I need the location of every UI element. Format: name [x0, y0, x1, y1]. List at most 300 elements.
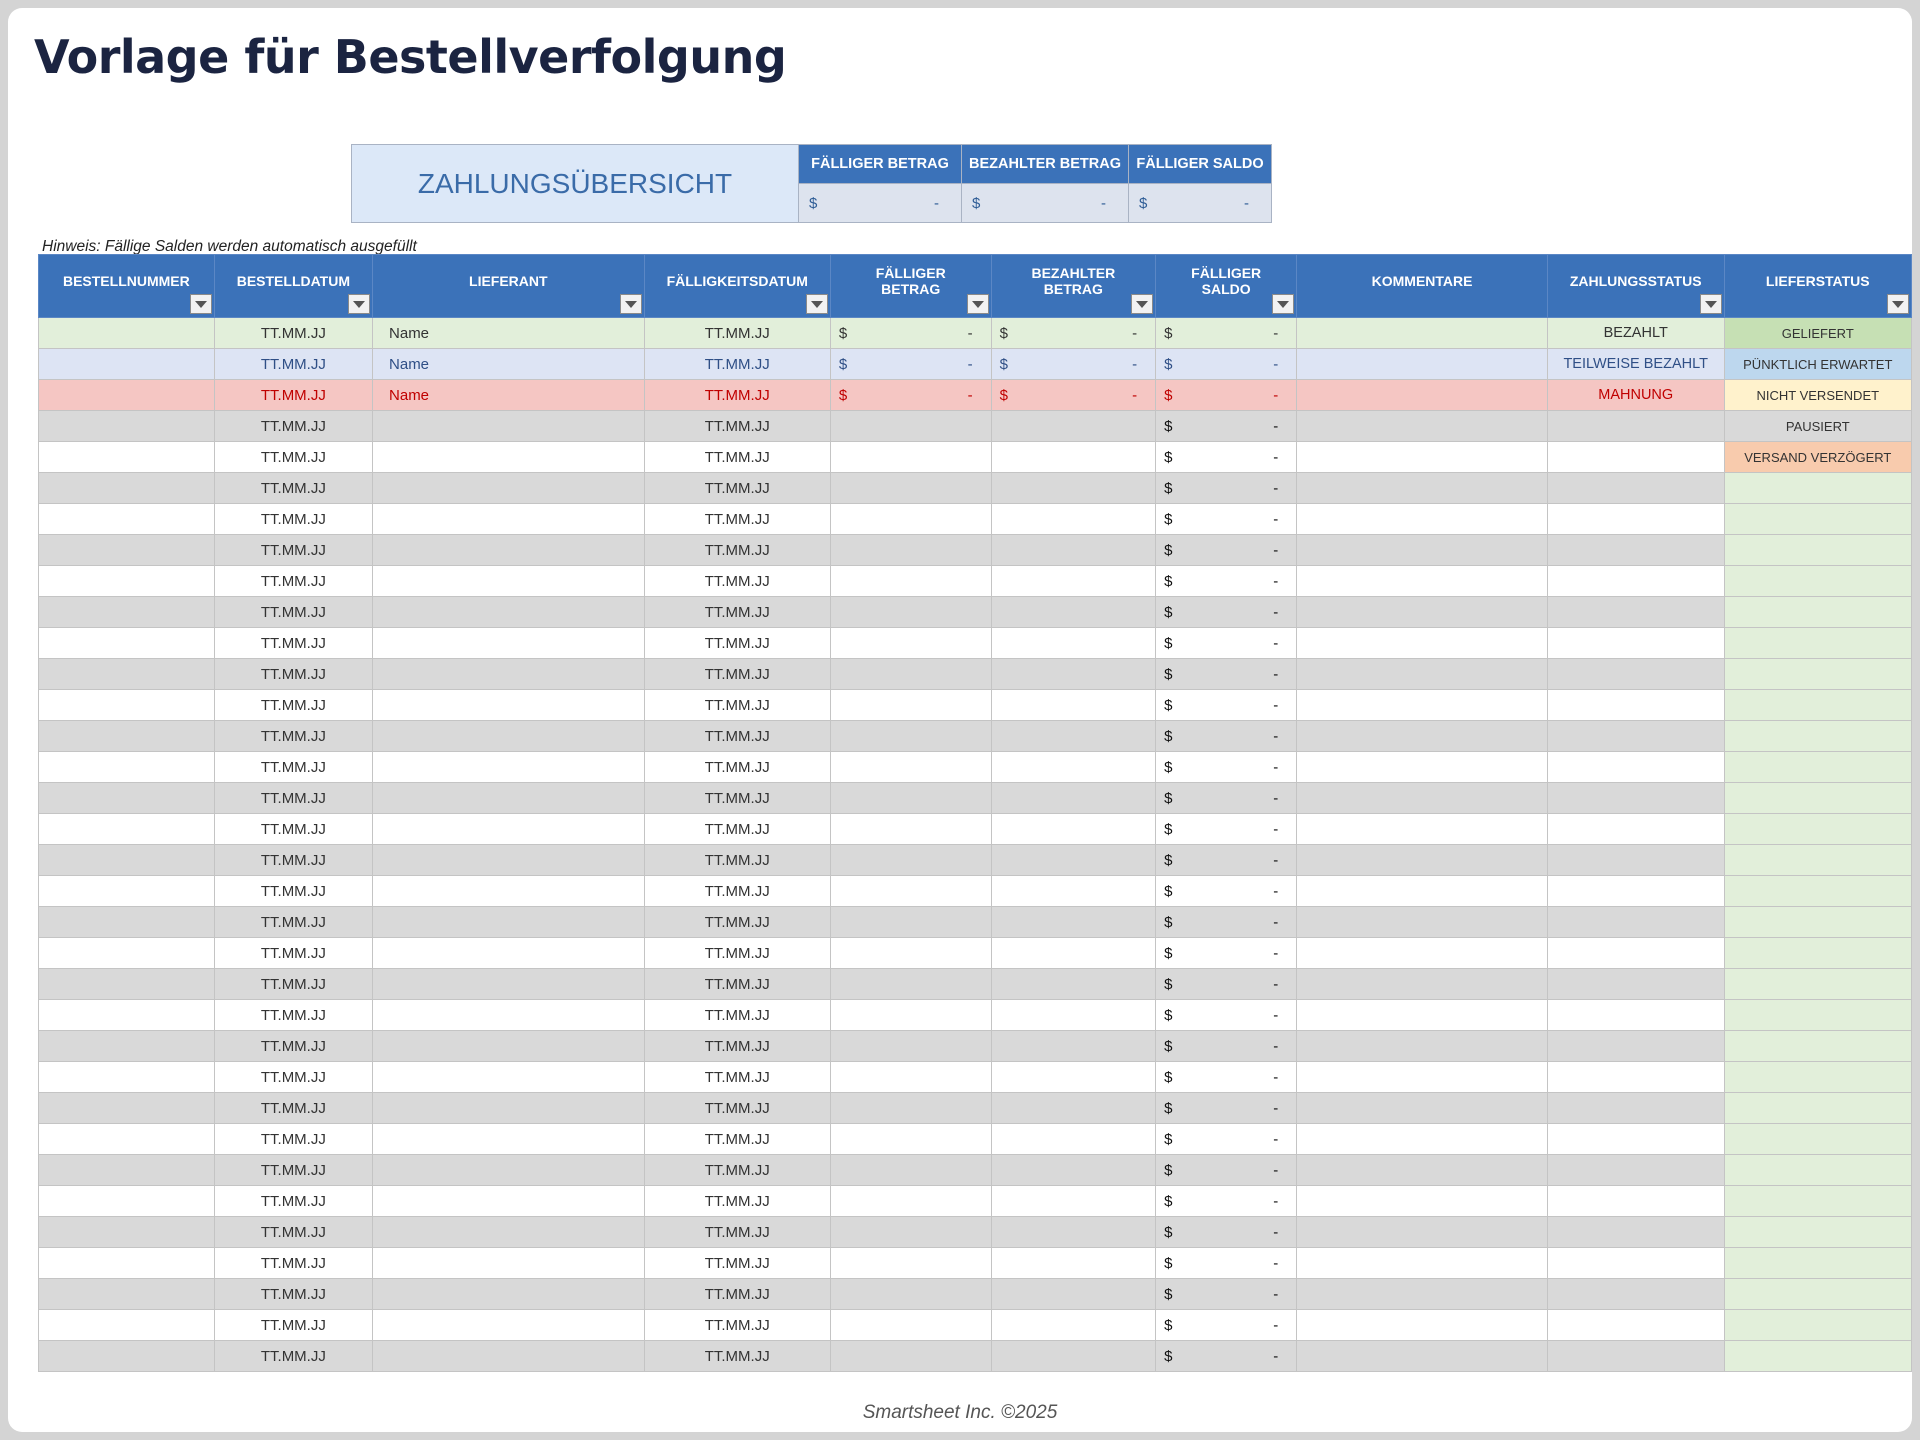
supplier-cell[interactable] — [373, 411, 645, 442]
comments-cell[interactable] — [1297, 1031, 1548, 1062]
comments-cell[interactable] — [1297, 442, 1548, 473]
supplier-cell[interactable] — [373, 1186, 645, 1217]
paid-amount-cell[interactable] — [991, 721, 1155, 752]
order-number-cell[interactable] — [39, 1279, 215, 1310]
order-number-cell[interactable] — [39, 442, 215, 473]
due-date-cell[interactable]: TT.MM.JJ — [644, 1341, 830, 1372]
payment-status-cell[interactable] — [1547, 1341, 1724, 1372]
due-date-cell[interactable]: TT.MM.JJ — [644, 442, 830, 473]
paid-amount-cell[interactable] — [991, 783, 1155, 814]
due-amount-cell[interactable] — [830, 690, 991, 721]
due-date-cell[interactable]: TT.MM.JJ — [644, 1186, 830, 1217]
balance-cell[interactable]: $ - — [1156, 783, 1297, 814]
paid-amount-cell[interactable] — [991, 969, 1155, 1000]
due-date-cell[interactable]: TT.MM.JJ — [644, 504, 830, 535]
payment-status-cell[interactable] — [1547, 814, 1724, 845]
comments-cell[interactable] — [1297, 318, 1548, 349]
supplier-cell[interactable] — [373, 1341, 645, 1372]
payment-status-cell[interactable] — [1547, 876, 1724, 907]
paid-amount-cell[interactable] — [991, 535, 1155, 566]
paid-amount-cell[interactable] — [991, 1310, 1155, 1341]
due-date-cell[interactable]: TT.MM.JJ — [644, 814, 830, 845]
due-amount-cell[interactable] — [830, 1093, 991, 1124]
order-date-cell[interactable]: TT.MM.JJ — [214, 1031, 372, 1062]
comments-cell[interactable] — [1297, 473, 1548, 504]
due-amount-cell[interactable] — [830, 907, 991, 938]
due-date-cell[interactable]: TT.MM.JJ — [644, 721, 830, 752]
due-date-cell[interactable]: TT.MM.JJ — [644, 969, 830, 1000]
balance-cell[interactable]: $ - — [1156, 504, 1297, 535]
payment-status-cell[interactable] — [1547, 845, 1724, 876]
balance-cell[interactable]: $ - — [1156, 473, 1297, 504]
delivery-status-cell[interactable] — [1724, 1031, 1911, 1062]
payment-status-cell[interactable] — [1547, 535, 1724, 566]
due-date-cell[interactable]: TT.MM.JJ — [644, 411, 830, 442]
supplier-cell[interactable] — [373, 1310, 645, 1341]
order-number-cell[interactable] — [39, 473, 215, 504]
comments-cell[interactable] — [1297, 628, 1548, 659]
supplier-cell[interactable] — [373, 876, 645, 907]
order-date-cell[interactable]: TT.MM.JJ — [214, 504, 372, 535]
balance-cell[interactable]: $ - — [1156, 1248, 1297, 1279]
balance-cell[interactable]: $ - — [1156, 597, 1297, 628]
payment-status-cell[interactable] — [1547, 1124, 1724, 1155]
due-amount-cell[interactable] — [830, 442, 991, 473]
comments-cell[interactable] — [1297, 1155, 1548, 1186]
order-date-cell[interactable]: TT.MM.JJ — [214, 1248, 372, 1279]
delivery-status-cell[interactable] — [1724, 659, 1911, 690]
order-date-cell[interactable]: TT.MM.JJ — [214, 659, 372, 690]
due-date-cell[interactable]: TT.MM.JJ — [644, 1155, 830, 1186]
order-number-cell[interactable] — [39, 504, 215, 535]
comments-cell[interactable] — [1297, 504, 1548, 535]
balance-cell[interactable]: $ - — [1156, 1155, 1297, 1186]
payment-status-cell[interactable] — [1547, 1310, 1724, 1341]
order-date-cell[interactable]: TT.MM.JJ — [214, 1341, 372, 1372]
delivery-status-cell[interactable] — [1724, 566, 1911, 597]
payment-status-cell[interactable] — [1547, 783, 1724, 814]
due-date-cell[interactable]: TT.MM.JJ — [644, 783, 830, 814]
order-number-cell[interactable] — [39, 1031, 215, 1062]
delivery-status-cell[interactable] — [1724, 1124, 1911, 1155]
balance-cell[interactable]: $ - — [1156, 690, 1297, 721]
due-amount-cell[interactable] — [830, 659, 991, 690]
delivery-status-cell[interactable] — [1724, 535, 1911, 566]
filter-dropdown-icon[interactable] — [1272, 294, 1294, 314]
paid-amount-cell[interactable] — [991, 1186, 1155, 1217]
supplier-cell[interactable]: Name — [373, 349, 645, 380]
order-date-cell[interactable]: TT.MM.JJ — [214, 349, 372, 380]
payment-status-cell[interactable] — [1547, 1279, 1724, 1310]
delivery-status-cell[interactable] — [1724, 752, 1911, 783]
delivery-status-cell[interactable] — [1724, 473, 1911, 504]
due-amount-cell[interactable] — [830, 721, 991, 752]
due-date-cell[interactable]: TT.MM.JJ — [644, 380, 830, 411]
due-date-cell[interactable]: TT.MM.JJ — [644, 1093, 830, 1124]
order-number-cell[interactable] — [39, 597, 215, 628]
paid-amount-cell[interactable] — [991, 411, 1155, 442]
comments-cell[interactable] — [1297, 814, 1548, 845]
balance-cell[interactable]: $ - — [1156, 1186, 1297, 1217]
paid-amount-cell[interactable] — [991, 814, 1155, 845]
order-number-cell[interactable] — [39, 380, 215, 411]
due-amount-cell[interactable]: $ - — [830, 380, 991, 411]
paid-amount-cell[interactable] — [991, 690, 1155, 721]
due-amount-cell[interactable] — [830, 535, 991, 566]
supplier-cell[interactable] — [373, 597, 645, 628]
supplier-cell[interactable] — [373, 907, 645, 938]
order-date-cell[interactable]: TT.MM.JJ — [214, 845, 372, 876]
balance-cell[interactable]: $ - — [1156, 628, 1297, 659]
delivery-status-cell[interactable] — [1724, 597, 1911, 628]
payment-status-cell[interactable] — [1547, 1217, 1724, 1248]
supplier-cell[interactable] — [373, 783, 645, 814]
payment-status-cell[interactable] — [1547, 628, 1724, 659]
due-date-cell[interactable]: TT.MM.JJ — [644, 659, 830, 690]
comments-cell[interactable] — [1297, 1310, 1548, 1341]
order-date-cell[interactable]: TT.MM.JJ — [214, 535, 372, 566]
paid-amount-cell[interactable] — [991, 659, 1155, 690]
comments-cell[interactable] — [1297, 938, 1548, 969]
balance-cell[interactable]: $ - — [1156, 938, 1297, 969]
supplier-cell[interactable] — [373, 628, 645, 659]
balance-cell[interactable]: $ - — [1156, 535, 1297, 566]
delivery-status-cell[interactable] — [1724, 1155, 1911, 1186]
balance-cell[interactable]: $ - — [1156, 442, 1297, 473]
order-number-cell[interactable] — [39, 907, 215, 938]
due-date-cell[interactable]: TT.MM.JJ — [644, 1217, 830, 1248]
supplier-cell[interactable]: Name — [373, 318, 645, 349]
order-number-cell[interactable] — [39, 535, 215, 566]
due-date-cell[interactable]: TT.MM.JJ — [644, 535, 830, 566]
delivery-status-cell[interactable]: VERSAND VERZÖGERT — [1724, 442, 1911, 473]
due-date-cell[interactable]: TT.MM.JJ — [644, 1124, 830, 1155]
order-number-cell[interactable] — [39, 1000, 215, 1031]
delivery-status-cell[interactable] — [1724, 1310, 1911, 1341]
comments-cell[interactable] — [1297, 566, 1548, 597]
order-date-cell[interactable]: TT.MM.JJ — [214, 597, 372, 628]
order-number-cell[interactable] — [39, 411, 215, 442]
comments-cell[interactable] — [1297, 1248, 1548, 1279]
balance-cell[interactable]: $ - — [1156, 907, 1297, 938]
order-date-cell[interactable]: TT.MM.JJ — [214, 783, 372, 814]
due-amount-cell[interactable] — [830, 969, 991, 1000]
supplier-cell[interactable] — [373, 1155, 645, 1186]
comments-cell[interactable] — [1297, 845, 1548, 876]
order-date-cell[interactable]: TT.MM.JJ — [214, 814, 372, 845]
order-date-cell[interactable]: TT.MM.JJ — [214, 1124, 372, 1155]
paid-amount-cell[interactable] — [991, 1093, 1155, 1124]
delivery-status-cell[interactable]: NICHT VERSENDET — [1724, 380, 1911, 411]
delivery-status-cell[interactable] — [1724, 1000, 1911, 1031]
supplier-cell[interactable] — [373, 1124, 645, 1155]
delivery-status-cell[interactable]: GELIEFERT — [1724, 318, 1911, 349]
paid-amount-cell[interactable] — [991, 1248, 1155, 1279]
paid-amount-cell[interactable] — [991, 504, 1155, 535]
balance-cell[interactable]: $ - — [1156, 1093, 1297, 1124]
payment-status-cell[interactable] — [1547, 752, 1724, 783]
order-date-cell[interactable]: TT.MM.JJ — [214, 1155, 372, 1186]
due-date-cell[interactable]: TT.MM.JJ — [644, 1279, 830, 1310]
payment-status-cell[interactable] — [1547, 566, 1724, 597]
paid-amount-cell[interactable] — [991, 1341, 1155, 1372]
payment-status-cell[interactable] — [1547, 1155, 1724, 1186]
balance-cell[interactable]: $ - — [1156, 752, 1297, 783]
supplier-cell[interactable] — [373, 814, 645, 845]
payment-status-cell[interactable] — [1547, 1248, 1724, 1279]
comments-cell[interactable] — [1297, 535, 1548, 566]
order-date-cell[interactable]: TT.MM.JJ — [214, 876, 372, 907]
supplier-cell[interactable] — [373, 535, 645, 566]
order-number-cell[interactable] — [39, 1124, 215, 1155]
comments-cell[interactable] — [1297, 1062, 1548, 1093]
paid-amount-cell[interactable]: $ - — [991, 380, 1155, 411]
order-date-cell[interactable]: TT.MM.JJ — [214, 752, 372, 783]
balance-cell[interactable]: $ - — [1156, 876, 1297, 907]
due-date-cell[interactable]: TT.MM.JJ — [644, 752, 830, 783]
delivery-status-cell[interactable] — [1724, 1093, 1911, 1124]
due-amount-cell[interactable]: $ - — [830, 349, 991, 380]
order-number-cell[interactable] — [39, 349, 215, 380]
paid-amount-cell[interactable] — [991, 845, 1155, 876]
summary-due-balance[interactable]: $ - — [1129, 184, 1272, 223]
payment-status-cell[interactable] — [1547, 969, 1724, 1000]
delivery-status-cell[interactable] — [1724, 938, 1911, 969]
due-amount-cell[interactable] — [830, 752, 991, 783]
balance-cell[interactable]: $ - — [1156, 1341, 1297, 1372]
filter-dropdown-icon[interactable] — [620, 294, 642, 314]
order-date-cell[interactable]: TT.MM.JJ — [214, 969, 372, 1000]
due-amount-cell[interactable] — [830, 1186, 991, 1217]
due-amount-cell[interactable] — [830, 1310, 991, 1341]
supplier-cell[interactable] — [373, 566, 645, 597]
delivery-status-cell[interactable] — [1724, 1186, 1911, 1217]
supplier-cell[interactable] — [373, 473, 645, 504]
due-amount-cell[interactable] — [830, 814, 991, 845]
comments-cell[interactable] — [1297, 659, 1548, 690]
payment-status-cell[interactable] — [1547, 938, 1724, 969]
balance-cell[interactable]: $ - — [1156, 1000, 1297, 1031]
payment-status-cell[interactable] — [1547, 907, 1724, 938]
paid-amount-cell[interactable] — [991, 566, 1155, 597]
due-date-cell[interactable]: TT.MM.JJ — [644, 1031, 830, 1062]
balance-cell[interactable]: $ - — [1156, 721, 1297, 752]
comments-cell[interactable] — [1297, 1217, 1548, 1248]
comments-cell[interactable] — [1297, 349, 1548, 380]
paid-amount-cell[interactable] — [991, 1000, 1155, 1031]
payment-status-cell[interactable] — [1547, 504, 1724, 535]
payment-status-cell[interactable] — [1547, 442, 1724, 473]
comments-cell[interactable] — [1297, 1186, 1548, 1217]
delivery-status-cell[interactable] — [1724, 876, 1911, 907]
order-number-cell[interactable] — [39, 1186, 215, 1217]
due-date-cell[interactable]: TT.MM.JJ — [644, 473, 830, 504]
filter-dropdown-icon[interactable] — [1131, 294, 1153, 314]
paid-amount-cell[interactable] — [991, 876, 1155, 907]
delivery-status-cell[interactable]: PÜNKTLICH ERWARTET — [1724, 349, 1911, 380]
supplier-cell[interactable] — [373, 938, 645, 969]
due-amount-cell[interactable] — [830, 411, 991, 442]
due-amount-cell[interactable] — [830, 504, 991, 535]
due-date-cell[interactable]: TT.MM.JJ — [644, 1310, 830, 1341]
paid-amount-cell[interactable]: $ - — [991, 349, 1155, 380]
due-amount-cell[interactable] — [830, 1124, 991, 1155]
order-date-cell[interactable]: TT.MM.JJ — [214, 1279, 372, 1310]
comments-cell[interactable] — [1297, 969, 1548, 1000]
filter-dropdown-icon[interactable] — [348, 294, 370, 314]
paid-amount-cell[interactable] — [991, 1279, 1155, 1310]
balance-cell[interactable]: $ - — [1156, 1279, 1297, 1310]
delivery-status-cell[interactable] — [1724, 1248, 1911, 1279]
payment-status-cell[interactable] — [1547, 1000, 1724, 1031]
supplier-cell[interactable] — [373, 845, 645, 876]
due-amount-cell[interactable] — [830, 566, 991, 597]
paid-amount-cell[interactable] — [991, 1124, 1155, 1155]
order-number-cell[interactable] — [39, 845, 215, 876]
filter-dropdown-icon[interactable] — [1887, 294, 1909, 314]
delivery-status-cell[interactable] — [1724, 504, 1911, 535]
payment-status-cell[interactable] — [1547, 1031, 1724, 1062]
comments-cell[interactable] — [1297, 1279, 1548, 1310]
order-date-cell[interactable]: TT.MM.JJ — [214, 1310, 372, 1341]
order-date-cell[interactable]: TT.MM.JJ — [214, 1000, 372, 1031]
comments-cell[interactable] — [1297, 752, 1548, 783]
supplier-cell[interactable] — [373, 752, 645, 783]
order-number-cell[interactable] — [39, 1062, 215, 1093]
due-amount-cell[interactable] — [830, 1000, 991, 1031]
due-amount-cell[interactable] — [830, 1217, 991, 1248]
order-number-cell[interactable] — [39, 1248, 215, 1279]
balance-cell[interactable]: $ - — [1156, 845, 1297, 876]
payment-status-cell[interactable] — [1547, 659, 1724, 690]
order-number-cell[interactable] — [39, 752, 215, 783]
delivery-status-cell[interactable] — [1724, 1062, 1911, 1093]
summary-paid-amount[interactable]: $ - — [962, 184, 1129, 223]
paid-amount-cell[interactable] — [991, 442, 1155, 473]
supplier-cell[interactable] — [373, 1031, 645, 1062]
order-number-cell[interactable] — [39, 628, 215, 659]
balance-cell[interactable]: $ - — [1156, 1031, 1297, 1062]
due-amount-cell[interactable] — [830, 1062, 991, 1093]
due-amount-cell[interactable] — [830, 1248, 991, 1279]
delivery-status-cell[interactable] — [1724, 1279, 1911, 1310]
supplier-cell[interactable] — [373, 1062, 645, 1093]
comments-cell[interactable] — [1297, 876, 1548, 907]
order-date-cell[interactable]: TT.MM.JJ — [214, 1217, 372, 1248]
order-date-cell[interactable]: TT.MM.JJ — [214, 628, 372, 659]
order-date-cell[interactable]: TT.MM.JJ — [214, 938, 372, 969]
order-number-cell[interactable] — [39, 783, 215, 814]
order-date-cell[interactable]: TT.MM.JJ — [214, 318, 372, 349]
due-amount-cell[interactable] — [830, 473, 991, 504]
delivery-status-cell[interactable] — [1724, 628, 1911, 659]
due-date-cell[interactable]: TT.MM.JJ — [644, 318, 830, 349]
delivery-status-cell[interactable] — [1724, 814, 1911, 845]
supplier-cell[interactable] — [373, 659, 645, 690]
delivery-status-cell[interactable] — [1724, 1341, 1911, 1372]
order-date-cell[interactable]: TT.MM.JJ — [214, 1186, 372, 1217]
balance-cell[interactable]: $ - — [1156, 1124, 1297, 1155]
delivery-status-cell[interactable] — [1724, 783, 1911, 814]
order-number-cell[interactable] — [39, 1217, 215, 1248]
paid-amount-cell[interactable] — [991, 907, 1155, 938]
order-number-cell[interactable] — [39, 1341, 215, 1372]
payment-status-cell[interactable] — [1547, 411, 1724, 442]
comments-cell[interactable] — [1297, 690, 1548, 721]
due-amount-cell[interactable] — [830, 845, 991, 876]
comments-cell[interactable] — [1297, 1093, 1548, 1124]
comments-cell[interactable] — [1297, 1000, 1548, 1031]
supplier-cell[interactable] — [373, 442, 645, 473]
payment-status-cell[interactable] — [1547, 721, 1724, 752]
filter-dropdown-icon[interactable] — [806, 294, 828, 314]
due-date-cell[interactable]: TT.MM.JJ — [644, 690, 830, 721]
order-number-cell[interactable] — [39, 721, 215, 752]
due-amount-cell[interactable]: $ - — [830, 318, 991, 349]
delivery-status-cell[interactable] — [1724, 690, 1911, 721]
delivery-status-cell[interactable] — [1724, 969, 1911, 1000]
comments-cell[interactable] — [1297, 1341, 1548, 1372]
supplier-cell[interactable] — [373, 1248, 645, 1279]
due-date-cell[interactable]: TT.MM.JJ — [644, 907, 830, 938]
order-number-cell[interactable] — [39, 969, 215, 1000]
balance-cell[interactable]: $ - — [1156, 969, 1297, 1000]
order-date-cell[interactable]: TT.MM.JJ — [214, 566, 372, 597]
paid-amount-cell[interactable] — [991, 752, 1155, 783]
due-amount-cell[interactable] — [830, 1031, 991, 1062]
due-date-cell[interactable]: TT.MM.JJ — [644, 938, 830, 969]
paid-amount-cell[interactable] — [991, 473, 1155, 504]
payment-status-cell[interactable]: BEZAHLT — [1547, 318, 1724, 349]
delivery-status-cell[interactable] — [1724, 1217, 1911, 1248]
summary-due-amount[interactable]: $ - — [799, 184, 962, 223]
supplier-cell[interactable]: Name — [373, 380, 645, 411]
order-date-cell[interactable]: TT.MM.JJ — [214, 473, 372, 504]
supplier-cell[interactable] — [373, 969, 645, 1000]
order-date-cell[interactable]: TT.MM.JJ — [214, 1093, 372, 1124]
order-number-cell[interactable] — [39, 659, 215, 690]
comments-cell[interactable] — [1297, 597, 1548, 628]
filter-dropdown-icon[interactable] — [1700, 294, 1722, 314]
supplier-cell[interactable] — [373, 690, 645, 721]
due-amount-cell[interactable] — [830, 1155, 991, 1186]
supplier-cell[interactable] — [373, 1000, 645, 1031]
balance-cell[interactable]: $ - — [1156, 411, 1297, 442]
order-number-cell[interactable] — [39, 938, 215, 969]
balance-cell[interactable]: $ - — [1156, 380, 1297, 411]
comments-cell[interactable] — [1297, 380, 1548, 411]
comments-cell[interactable] — [1297, 411, 1548, 442]
due-amount-cell[interactable] — [830, 597, 991, 628]
order-number-cell[interactable] — [39, 814, 215, 845]
payment-status-cell[interactable] — [1547, 1062, 1724, 1093]
comments-cell[interactable] — [1297, 1124, 1548, 1155]
payment-status-cell[interactable]: TEILWEISE BEZAHLT — [1547, 349, 1724, 380]
balance-cell[interactable]: $ - — [1156, 566, 1297, 597]
order-number-cell[interactable] — [39, 1155, 215, 1186]
due-date-cell[interactable]: TT.MM.JJ — [644, 1062, 830, 1093]
delivery-status-cell[interactable]: PAUSIERT — [1724, 411, 1911, 442]
paid-amount-cell[interactable] — [991, 1062, 1155, 1093]
supplier-cell[interactable] — [373, 1217, 645, 1248]
due-amount-cell[interactable] — [830, 1279, 991, 1310]
paid-amount-cell[interactable] — [991, 1217, 1155, 1248]
due-date-cell[interactable]: TT.MM.JJ — [644, 597, 830, 628]
balance-cell[interactable]: $ - — [1156, 814, 1297, 845]
payment-status-cell[interactable] — [1547, 597, 1724, 628]
due-date-cell[interactable]: TT.MM.JJ — [644, 845, 830, 876]
due-date-cell[interactable]: TT.MM.JJ — [644, 1248, 830, 1279]
